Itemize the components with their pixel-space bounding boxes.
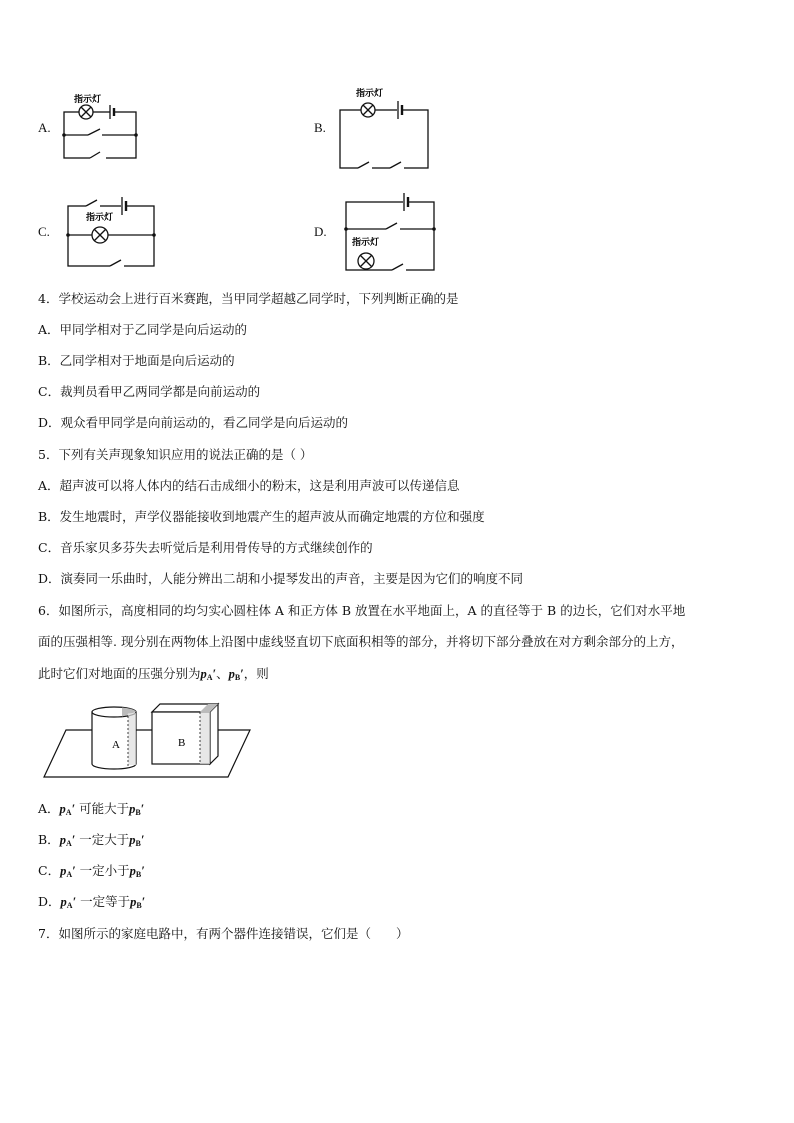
circuit-diagram-b (336, 84, 436, 174)
option-c-label: C. (38, 224, 50, 239)
question-4-option-d: D．观众看甲同学是向前运动的，看乙同学是向后运动的 (38, 415, 349, 430)
lamp-label: 指示灯 (356, 89, 384, 99)
question-5-option-a: A．超声波可以将人体内的结石击成细小的粉末，这是利用声波可以传递信息 (38, 478, 460, 493)
cylinder-cube-figure (40, 700, 254, 782)
question-6-option-c: C．$p_A'$ 一定小于$p_B'$ (38, 863, 145, 879)
option-a-label: A. (38, 120, 51, 135)
question-4-option-a: A．甲同学相对于乙同学是向后运动的 (38, 322, 248, 337)
question-4-option-b: B．乙同学相对于地面是向后运动的 (38, 353, 235, 368)
cylinder-label: A (112, 739, 120, 751)
question-5-option-b: B．发生地震时，声学仪器能接收到地震产生的超声波从而确定地震的方位和强度 (38, 509, 485, 524)
lamp-label: 指示灯 (352, 238, 380, 248)
question-5-option-d: D．演奏同一乐曲时，人能分辨出二胡和小提琴发出的声音，主要是因为它们的响度不同 (38, 571, 524, 586)
question-5-option-c: C．音乐家贝多芬失去听觉后是利用骨传导的方式继续创作的 (38, 540, 373, 555)
question-4-option-c: C．裁判员看甲乙两同学都是向前运动的 (38, 384, 261, 399)
question-6-option-a: A．$p_A'$ 可能大于$p_B'$ (38, 801, 145, 817)
question-6-line-3: 此时它们对地面的压强分别为$p_A'$、$p_B'$，则 (38, 666, 269, 682)
question-4-stem: 4．学校运动会上进行百米赛跑，当甲同学超越乙同学时，下列判断正确的是 (38, 291, 459, 306)
circuit-diagram-a (56, 90, 146, 162)
cube-label: B (178, 737, 186, 749)
lamp-label: 指示灯 (86, 213, 114, 223)
circuit-diagram-d (340, 192, 440, 274)
pb-prime: $p_B'$ (228, 667, 244, 682)
option-d-label: D. (314, 224, 327, 239)
question-6-option-d: D．$p_A'$ 一定等于$p_B'$ (38, 894, 146, 910)
question-5-stem: 5．下列有关声现象知识应用的说法正确的是（ ） (38, 447, 313, 462)
question-7-stem: 7．如图所示的家庭电路中，有两个器件连接错误，它们是（ ） (38, 926, 409, 941)
option-b-label: B. (314, 120, 326, 135)
question-6-line-1: 6．如图所示，高度相同的均匀实心圆柱体 A 和正方体 B 放置在水平地面上，A 的直径等于 B 的边长，它们对水平地 (38, 603, 686, 618)
pa-prime: $p_A'$ (200, 667, 217, 682)
circuit-diagram-c (62, 194, 158, 270)
question-6-option-b: B．$p_A'$ 一定大于$p_B'$ (38, 832, 145, 848)
lamp-label: 指示灯 (74, 95, 102, 105)
question-6-line-2: 面的压强相等. 现分别在两物体上沿图中虚线竖直切下底面积相等的部分，并将切下部分叠放在对方剩余部分的上方， (38, 634, 684, 649)
